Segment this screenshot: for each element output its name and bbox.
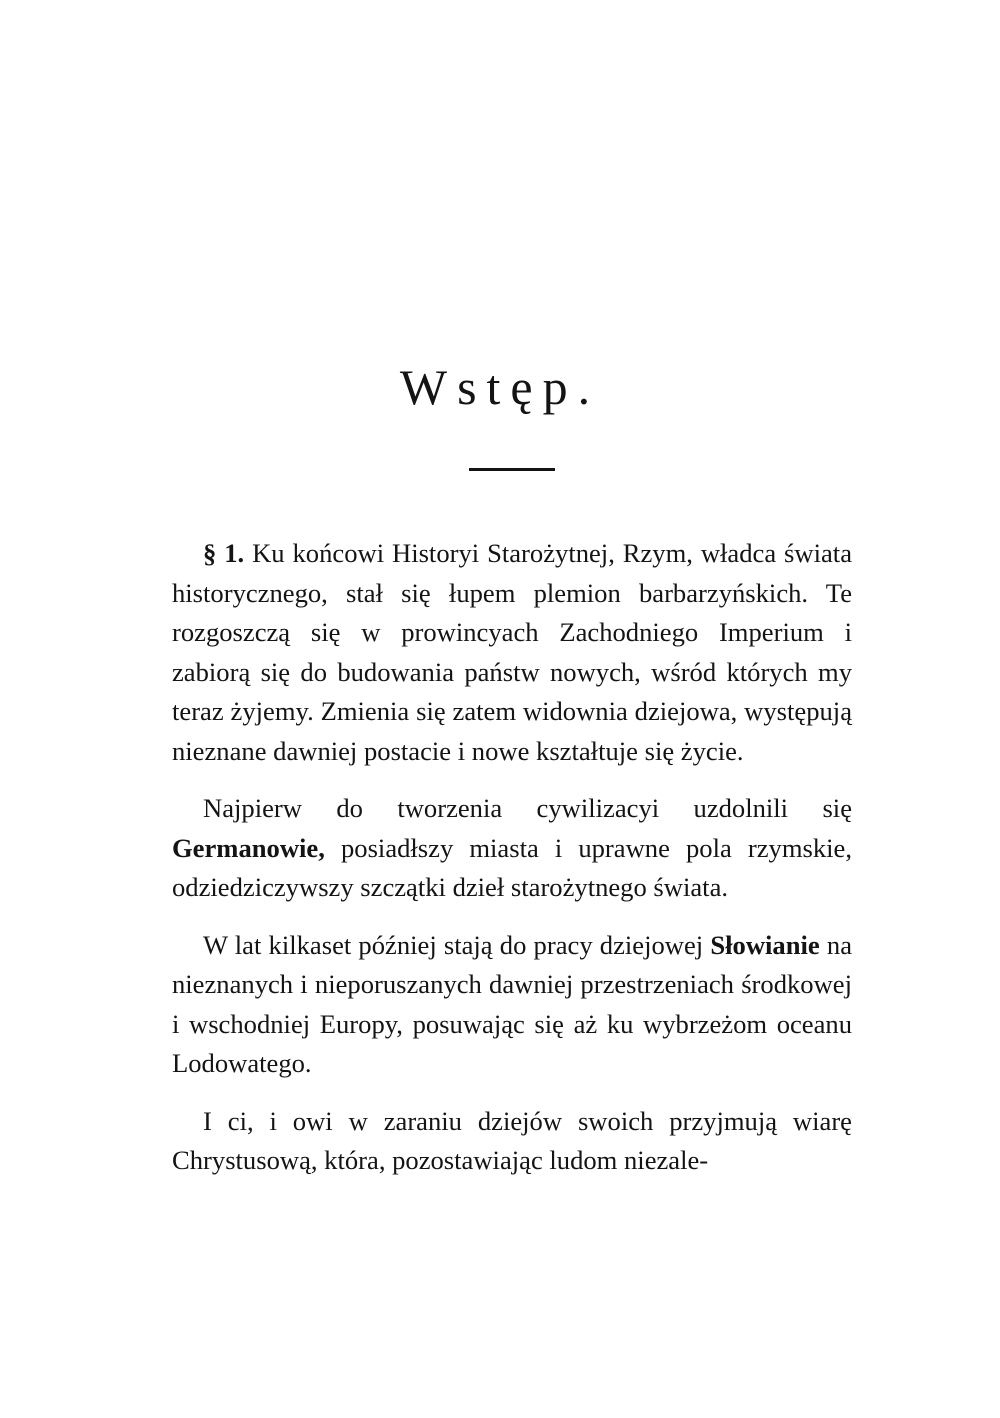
paragraph-3-rest: na nieznanych i nieporuszanych dawniej przestrzeniach środkowej i wschodniej Europy, posuwając się aż ku wybrzeżom oceanu Lodowatego. [172,929,853,1078]
body-text [172,534,852,1199]
section-number: § 1. [203,538,245,568]
paragraph-2-lead: Najpierw do tworzenia cywilizacyi uzdolnili się [203,793,852,823]
paragraph-2-rest: posiadłszy miasta i uprawne pola rzymskie, odziedziczywszy szczątki dzieł starożytnego świata. [172,832,852,902]
paragraph-1-text: Ku końcowi Historyi Starożytnej, Rzym, władca świata historycznego, stał się łupem plemion barbarzyńskich. Te rozgoszczą się w prowincyach Zachodniego Imperium i zabiorą się do budowania państw nowych, wśród których my teraz żyjemy. Zmienia się zatem widownia dziejowa, występują nieznane dawniej postacie i nowe kształtuje się życie. [172,538,852,766]
paragraph-3-bold-term: Słowianie [710,929,820,960]
title-divider [469,468,555,471]
page-title: Wstęp. [399,359,601,415]
paragraph-1 [172,534,852,771]
paragraph-2-bold-term: Germanowie, [172,832,325,863]
paragraph-3-lead: W lat kilkaset później stają do pracy dziejowej [203,929,704,960]
paragraph-2 [172,789,852,908]
paragraph-4-text: I ci, i owi w zaraniu dziejów swoich przyjmują wiarę Chrystusową, która, pozostawiając ludom niezale- [172,1105,852,1175]
paragraph-4 [172,1102,852,1181]
paragraph-3 [172,926,852,1084]
